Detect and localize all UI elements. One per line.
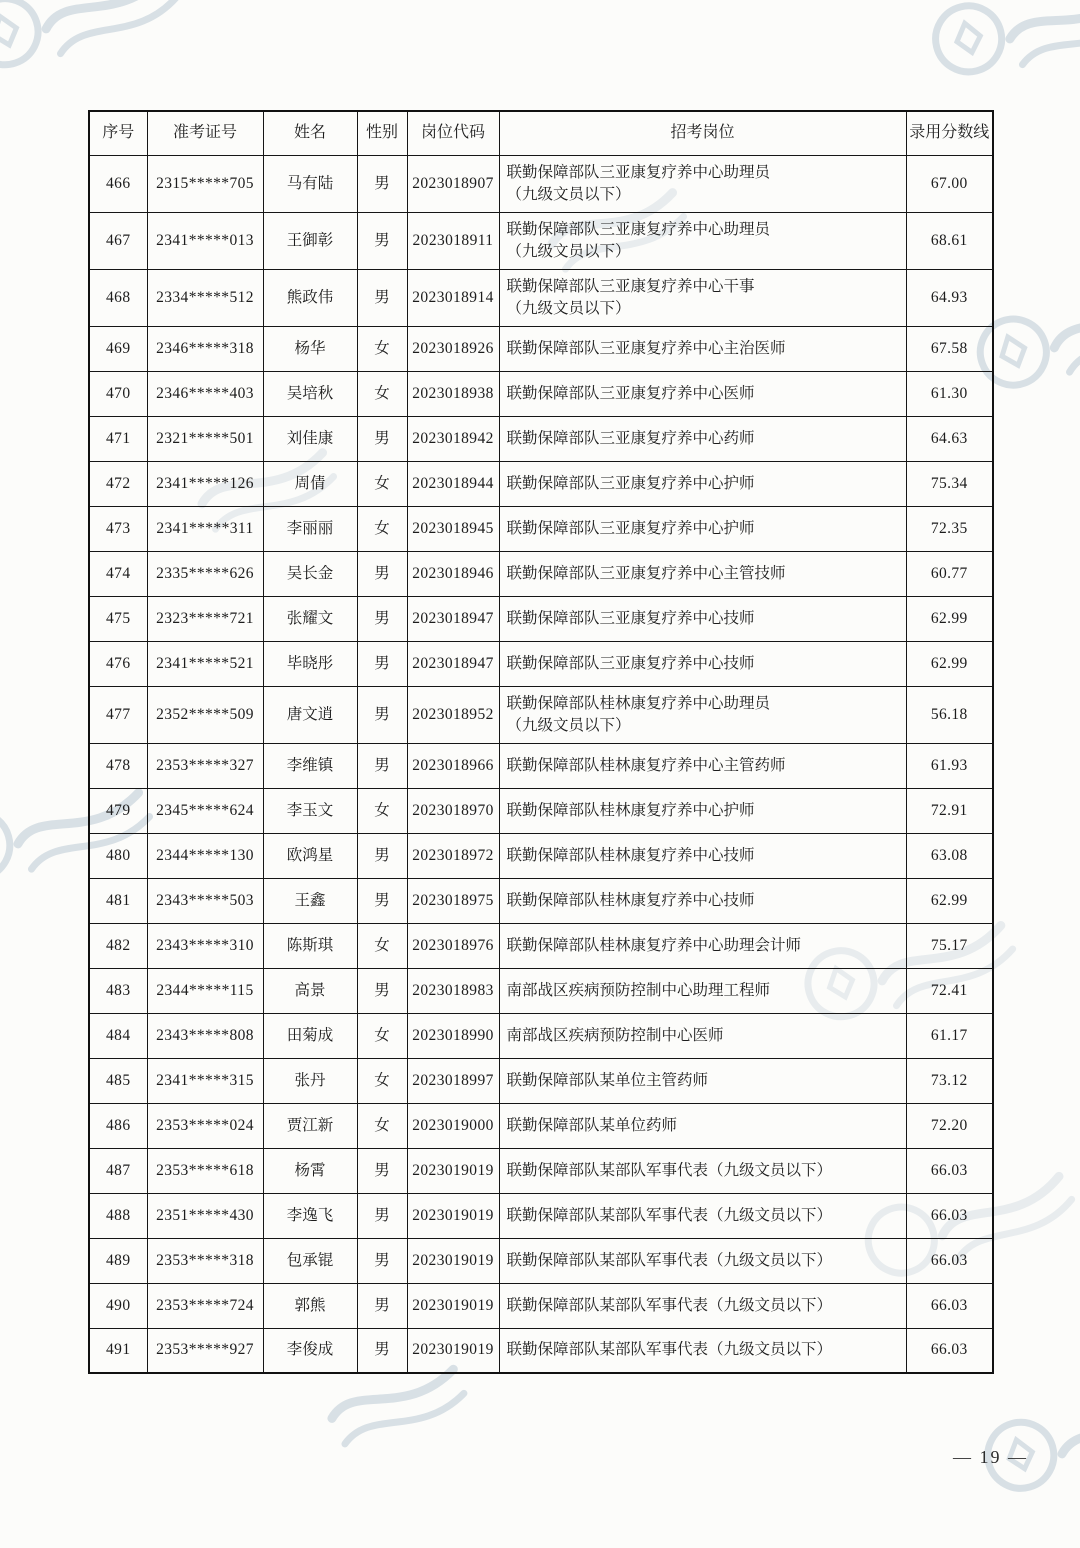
cell-ticket: 2344*****115 (147, 968, 263, 1013)
cell-ticket: 2353*****927 (147, 1328, 263, 1373)
cell-no: 478 (89, 743, 147, 788)
cell-no: 471 (89, 416, 147, 461)
cell-ticket: 2343*****808 (147, 1013, 263, 1058)
cell-code: 2023018947 (407, 641, 499, 686)
cell-gender: 男 (357, 596, 407, 641)
cell-code: 2023018952 (407, 686, 499, 743)
cell-gender: 女 (357, 371, 407, 416)
cell-name: 王鑫 (263, 878, 357, 923)
cell-ticket: 2353*****318 (147, 1238, 263, 1283)
cell-name: 包承锟 (263, 1238, 357, 1283)
cell-score: 62.99 (906, 878, 993, 923)
cell-score: 56.18 (906, 686, 993, 743)
cell-gender: 男 (357, 641, 407, 686)
cell-no: 475 (89, 596, 147, 641)
table-row (89, 269, 993, 326)
cell-no: 484 (89, 1013, 147, 1058)
cell-ticket: 2321*****501 (147, 416, 263, 461)
cell-position: 联勤保障部队桂林康复疗养中心主管药师 (499, 743, 906, 788)
cell-name: 李维镇 (263, 743, 357, 788)
cell-name: 毕晓彤 (263, 641, 357, 686)
cell-name: 马有陆 (263, 155, 357, 212)
cell-name: 周倩 (263, 461, 357, 506)
cell-code: 2023019019 (407, 1328, 499, 1373)
table-row (89, 1013, 993, 1058)
cell-name: 杨霄 (263, 1148, 357, 1193)
cell-gender: 男 (357, 833, 407, 878)
cell-name: 欧鸿星 (263, 833, 357, 878)
cell-position: 南部战区疾病预防控制中心助理工程师 (499, 968, 906, 1013)
table-row (89, 371, 993, 416)
cell-score: 66.03 (906, 1283, 993, 1328)
cell-code: 2023018947 (407, 596, 499, 641)
table-row (89, 1058, 993, 1103)
table-row (89, 923, 993, 968)
cell-gender: 男 (357, 551, 407, 596)
cell-code: 2023018983 (407, 968, 499, 1013)
cell-gender: 男 (357, 269, 407, 326)
cell-no: 488 (89, 1193, 147, 1238)
cell-score: 61.17 (906, 1013, 993, 1058)
cell-score: 63.08 (906, 833, 993, 878)
cell-ticket: 2346*****318 (147, 326, 263, 371)
cell-ticket: 2353*****724 (147, 1283, 263, 1328)
cell-gender: 男 (357, 1193, 407, 1238)
cell-score: 72.20 (906, 1103, 993, 1148)
cell-code: 2023019019 (407, 1283, 499, 1328)
table-row (89, 326, 993, 371)
cell-name: 熊政伟 (263, 269, 357, 326)
cell-code: 2023018972 (407, 833, 499, 878)
cell-ticket: 2341*****311 (147, 506, 263, 551)
cell-ticket: 2353*****618 (147, 1148, 263, 1193)
cell-position: 联勤保障部队某部队军事代表（九级文员以下） (499, 1328, 906, 1373)
cell-name: 陈斯琪 (263, 923, 357, 968)
cell-no: 489 (89, 1238, 147, 1283)
cell-position: 联勤保障部队三亚康复疗养中心助理员 （九级文员以下） (499, 155, 906, 212)
cell-gender: 女 (357, 326, 407, 371)
cell-no: 487 (89, 1148, 147, 1193)
table-row (89, 1238, 993, 1283)
cell-code: 2023018945 (407, 506, 499, 551)
cell-score: 68.61 (906, 212, 993, 269)
cell-name: 王御彰 (263, 212, 357, 269)
table-row (89, 1103, 993, 1148)
cell-no: 476 (89, 641, 147, 686)
column-header-gender: 性别 (357, 111, 407, 155)
cell-position: 联勤保障部队桂林康复疗养中心技师 (499, 878, 906, 923)
cell-gender: 男 (357, 968, 407, 1013)
cell-position: 南部战区疾病预防控制中心医师 (499, 1013, 906, 1058)
cell-no: 472 (89, 461, 147, 506)
table-row (89, 416, 993, 461)
cell-position: 联勤保障部队某单位药师 (499, 1103, 906, 1148)
cell-name: 李逸飞 (263, 1193, 357, 1238)
cell-gender: 男 (357, 1328, 407, 1373)
cell-name: 刘佳康 (263, 416, 357, 461)
table-row (89, 596, 993, 641)
cell-no: 469 (89, 326, 147, 371)
table-row (89, 461, 993, 506)
table-row (89, 1328, 993, 1373)
cell-name: 张耀文 (263, 596, 357, 641)
cell-gender: 男 (357, 416, 407, 461)
cell-ticket: 2341*****013 (147, 212, 263, 269)
cell-no: 482 (89, 923, 147, 968)
cell-ticket: 2315*****705 (147, 155, 263, 212)
cell-position: 联勤保障部队某部队军事代表（九级文员以下） (499, 1148, 906, 1193)
cell-no: 486 (89, 1103, 147, 1148)
cell-no: 479 (89, 788, 147, 833)
cell-no: 468 (89, 269, 147, 326)
table-row (89, 1283, 993, 1328)
cell-ticket: 2343*****310 (147, 923, 263, 968)
cell-gender: 女 (357, 506, 407, 551)
cell-ticket: 2335*****626 (147, 551, 263, 596)
cell-position: 联勤保障部队三亚康复疗养中心护师 (499, 461, 906, 506)
cell-name: 吴培秋 (263, 371, 357, 416)
cell-ticket: 2323*****721 (147, 596, 263, 641)
cell-name: 张丹 (263, 1058, 357, 1103)
cell-position: 联勤保障部队桂林康复疗养中心护师 (499, 788, 906, 833)
cell-ticket: 2343*****503 (147, 878, 263, 923)
cell-gender: 男 (357, 1283, 407, 1328)
column-header-score-line: 录用分数线 (906, 111, 993, 155)
cell-gender: 女 (357, 461, 407, 506)
cell-position: 联勤保障部队某单位主管药师 (499, 1058, 906, 1103)
cell-code: 2023018911 (407, 212, 499, 269)
cell-position: 联勤保障部队三亚康复疗养中心药师 (499, 416, 906, 461)
cell-score: 64.93 (906, 269, 993, 326)
cell-name: 唐文逍 (263, 686, 357, 743)
cell-ticket: 2344*****130 (147, 833, 263, 878)
cell-score: 72.41 (906, 968, 993, 1013)
column-header-name: 姓名 (263, 111, 357, 155)
cell-code: 2023018946 (407, 551, 499, 596)
cell-score: 66.03 (906, 1193, 993, 1238)
cell-gender: 男 (357, 686, 407, 743)
cell-gender: 男 (357, 1148, 407, 1193)
cell-gender: 男 (357, 1238, 407, 1283)
table-row (89, 641, 993, 686)
cell-code: 2023019000 (407, 1103, 499, 1148)
table-row (89, 212, 993, 269)
cell-no: 466 (89, 155, 147, 212)
cell-no: 490 (89, 1283, 147, 1328)
cell-position: 联勤保障部队某部队军事代表（九级文员以下） (499, 1238, 906, 1283)
cell-ticket: 2353*****327 (147, 743, 263, 788)
cell-score: 72.91 (906, 788, 993, 833)
cell-ticket: 2341*****315 (147, 1058, 263, 1103)
cell-gender: 女 (357, 1103, 407, 1148)
cell-name: 李俊成 (263, 1328, 357, 1373)
cell-name: 杨华 (263, 326, 357, 371)
cell-no: 474 (89, 551, 147, 596)
cell-position: 联勤保障部队三亚康复疗养中心医师 (499, 371, 906, 416)
cell-name: 贾江新 (263, 1103, 357, 1148)
cell-name: 吴长金 (263, 551, 357, 596)
cell-ticket: 2352*****509 (147, 686, 263, 743)
cell-code: 2023019019 (407, 1238, 499, 1283)
column-header-position-code: 岗位代码 (407, 111, 499, 155)
cell-position: 联勤保障部队桂林康复疗养中心助理员 （九级文员以下） (499, 686, 906, 743)
cell-position: 联勤保障部队三亚康复疗养中心护师 (499, 506, 906, 551)
cell-name: 李丽丽 (263, 506, 357, 551)
cell-gender: 男 (357, 155, 407, 212)
table-row (89, 788, 993, 833)
table-row (89, 686, 993, 743)
cell-code: 2023018997 (407, 1058, 499, 1103)
cell-ticket: 2353*****024 (147, 1103, 263, 1148)
cell-ticket: 2346*****403 (147, 371, 263, 416)
cell-score: 64.63 (906, 416, 993, 461)
cell-score: 72.35 (906, 506, 993, 551)
exam-results-table (88, 110, 994, 1374)
cell-code: 2023018914 (407, 269, 499, 326)
cell-score: 61.30 (906, 371, 993, 416)
table-header-row (89, 111, 993, 155)
cell-position: 联勤保障部队某部队军事代表（九级文员以下） (499, 1193, 906, 1238)
cell-gender: 女 (357, 923, 407, 968)
table-row (89, 743, 993, 788)
cell-gender: 女 (357, 788, 407, 833)
cell-gender: 男 (357, 878, 407, 923)
cell-position: 联勤保障部队三亚康复疗养中心主管技师 (499, 551, 906, 596)
table-row (89, 1148, 993, 1193)
column-header-serial: 序号 (89, 111, 147, 155)
cell-no: 485 (89, 1058, 147, 1103)
cell-no: 491 (89, 1328, 147, 1373)
cell-score: 66.03 (906, 1238, 993, 1283)
cell-no: 480 (89, 833, 147, 878)
cell-score: 66.03 (906, 1148, 993, 1193)
cell-code: 2023018944 (407, 461, 499, 506)
cell-ticket: 2334*****512 (147, 269, 263, 326)
cell-code: 2023018907 (407, 155, 499, 212)
cell-position: 联勤保障部队三亚康复疗养中心技师 (499, 596, 906, 641)
cell-gender: 男 (357, 212, 407, 269)
cell-no: 470 (89, 371, 147, 416)
cell-no: 483 (89, 968, 147, 1013)
cell-code: 2023018966 (407, 743, 499, 788)
watermark-stamp (0, 0, 200, 125)
table-row (89, 878, 993, 923)
cell-name: 高景 (263, 968, 357, 1013)
cell-position: 联勤保障部队三亚康复疗养中心干事 （九级文员以下） (499, 269, 906, 326)
table-row (89, 551, 993, 596)
cell-ticket: 2341*****126 (147, 461, 263, 506)
cell-name: 李玉文 (263, 788, 357, 833)
cell-score: 75.17 (906, 923, 993, 968)
cell-position: 联勤保障部队三亚康复疗养中心技师 (499, 641, 906, 686)
cell-code: 2023019019 (407, 1193, 499, 1238)
table-row (89, 968, 993, 1013)
cell-code: 2023018926 (407, 326, 499, 371)
table-row (89, 833, 993, 878)
column-header-position: 招考岗位 (499, 111, 906, 155)
column-header-ticket-number: 准考证号 (147, 111, 263, 155)
cell-code: 2023018970 (407, 788, 499, 833)
cell-score: 66.03 (906, 1328, 993, 1373)
cell-no: 473 (89, 506, 147, 551)
cell-code: 2023018942 (407, 416, 499, 461)
results-table-body (89, 155, 993, 1373)
cell-code: 2023018938 (407, 371, 499, 416)
cell-code: 2023019019 (407, 1148, 499, 1193)
table-row (89, 506, 993, 551)
cell-gender: 男 (357, 743, 407, 788)
cell-position: 联勤保障部队某部队军事代表（九级文员以下） (499, 1283, 906, 1328)
cell-score: 62.99 (906, 641, 993, 686)
table-row (89, 155, 993, 212)
cell-position: 联勤保障部队三亚康复疗养中心主治医师 (499, 326, 906, 371)
cell-code: 2023018990 (407, 1013, 499, 1058)
cell-ticket: 2351*****430 (147, 1193, 263, 1238)
cell-ticket: 2341*****521 (147, 641, 263, 686)
cell-no: 477 (89, 686, 147, 743)
cell-position: 联勤保障部队桂林康复疗养中心技师 (499, 833, 906, 878)
cell-name: 郭熊 (263, 1283, 357, 1328)
cell-score: 67.58 (906, 326, 993, 371)
cell-code: 2023018975 (407, 878, 499, 923)
cell-name: 田菊成 (263, 1013, 357, 1058)
cell-score: 61.93 (906, 743, 993, 788)
cell-score: 75.34 (906, 461, 993, 506)
cell-gender: 女 (357, 1058, 407, 1103)
cell-score: 60.77 (906, 551, 993, 596)
cell-position: 联勤保障部队桂林康复疗养中心助理会计师 (499, 923, 906, 968)
cell-code: 2023018976 (407, 923, 499, 968)
table-row (89, 1193, 993, 1238)
cell-score: 67.00 (906, 155, 993, 212)
cell-no: 481 (89, 878, 147, 923)
page-number: — 19 — (953, 1447, 1028, 1467)
cell-gender: 女 (357, 1013, 407, 1058)
cell-score: 62.99 (906, 596, 993, 641)
cell-ticket: 2345*****624 (147, 788, 263, 833)
cell-score: 73.12 (906, 1058, 993, 1103)
cell-no: 467 (89, 212, 147, 269)
cell-position: 联勤保障部队三亚康复疗养中心助理员 （九级文员以下） (499, 212, 906, 269)
